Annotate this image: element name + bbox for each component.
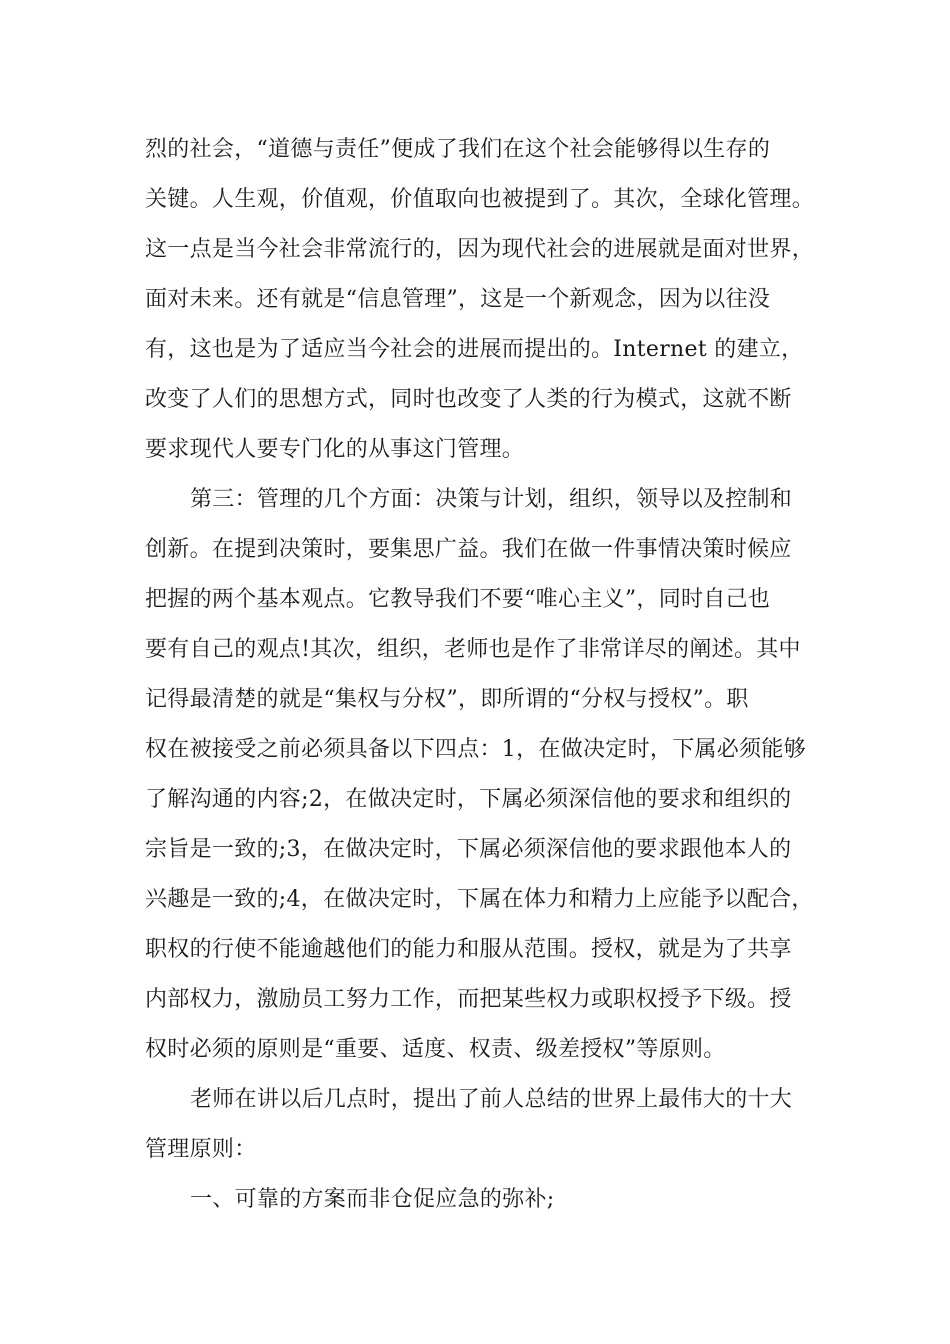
text-line: 有，这也是为了适应当今社会的进展而提出的。Internet 的建立，	[145, 337, 804, 362]
text-line: 关键。人生观，价值观，价值取向也被提到了。其次，全球化管理。	[145, 187, 815, 212]
text-line: 要有自己的观点!其次，组织，老师也是作了非常详尽的阐述。其中	[145, 637, 801, 662]
text-line: 这一点是当今社会非常流行的，因为现代社会的进展就是面对世界，	[145, 237, 815, 262]
text-line: 权时必须的原则是“重要、适度、权责、级差授权”等原则。	[145, 1037, 726, 1062]
text-line: 记得最清楚的就是“集权与分权”，即所谓的“分权与授权”。职	[145, 687, 749, 712]
paragraph-start-line: 第三：管理的几个方面：决策与计划，组织，领导以及控制和	[190, 487, 793, 512]
list-item-line: 一、可靠的方案而非仓促应急的弥补;	[190, 1187, 555, 1212]
text-line: 改变了人们的思想方式，同时也改变了人类的行为模式，这就不断	[145, 387, 792, 412]
paragraph-start-line: 老师在讲以后几点时，提出了前人总结的世界上最伟大的十大	[190, 1087, 793, 1112]
text-line: 了解沟通的内容;2，在做决定时，下属必须深信他的要求和组织的	[145, 787, 792, 812]
text-line: 把握的两个基本观点。它教导我们不要“唯心主义”，同时自己也	[145, 587, 771, 612]
text-line: 宗旨是一致的;3，在做决定时，下属必须深信他的要求跟他本人的	[145, 837, 792, 862]
text-line: 权在被接受之前必须具备以下四点：1，在做决定时，下属必须能够	[145, 737, 806, 762]
text-line: 面对未来。还有就是“信息管理”，这是一个新观念，因为以往没	[145, 287, 771, 312]
text-line: 烈的社会，“道德与责任”便成了我们在这个社会能够得以生存的	[145, 137, 771, 162]
text-line: 兴趣是一致的;4，在做决定时，下属在体力和精力上应能予以配合，	[145, 887, 814, 912]
text-line: 创新。在提到决策时，要集思广益。我们在做一件事情决策时候应	[145, 537, 792, 562]
text-line: 管理原则：	[145, 1137, 257, 1162]
text-line: 职权的行使不能逾越他们的能力和服从范围。授权，就是为了共享	[145, 937, 792, 962]
text-line: 要求现代人要专门化的从事这门管理。	[145, 437, 525, 462]
text-line: 内部权力，激励员工努力工作，而把某些权力或职权授予下级。授	[145, 987, 792, 1012]
